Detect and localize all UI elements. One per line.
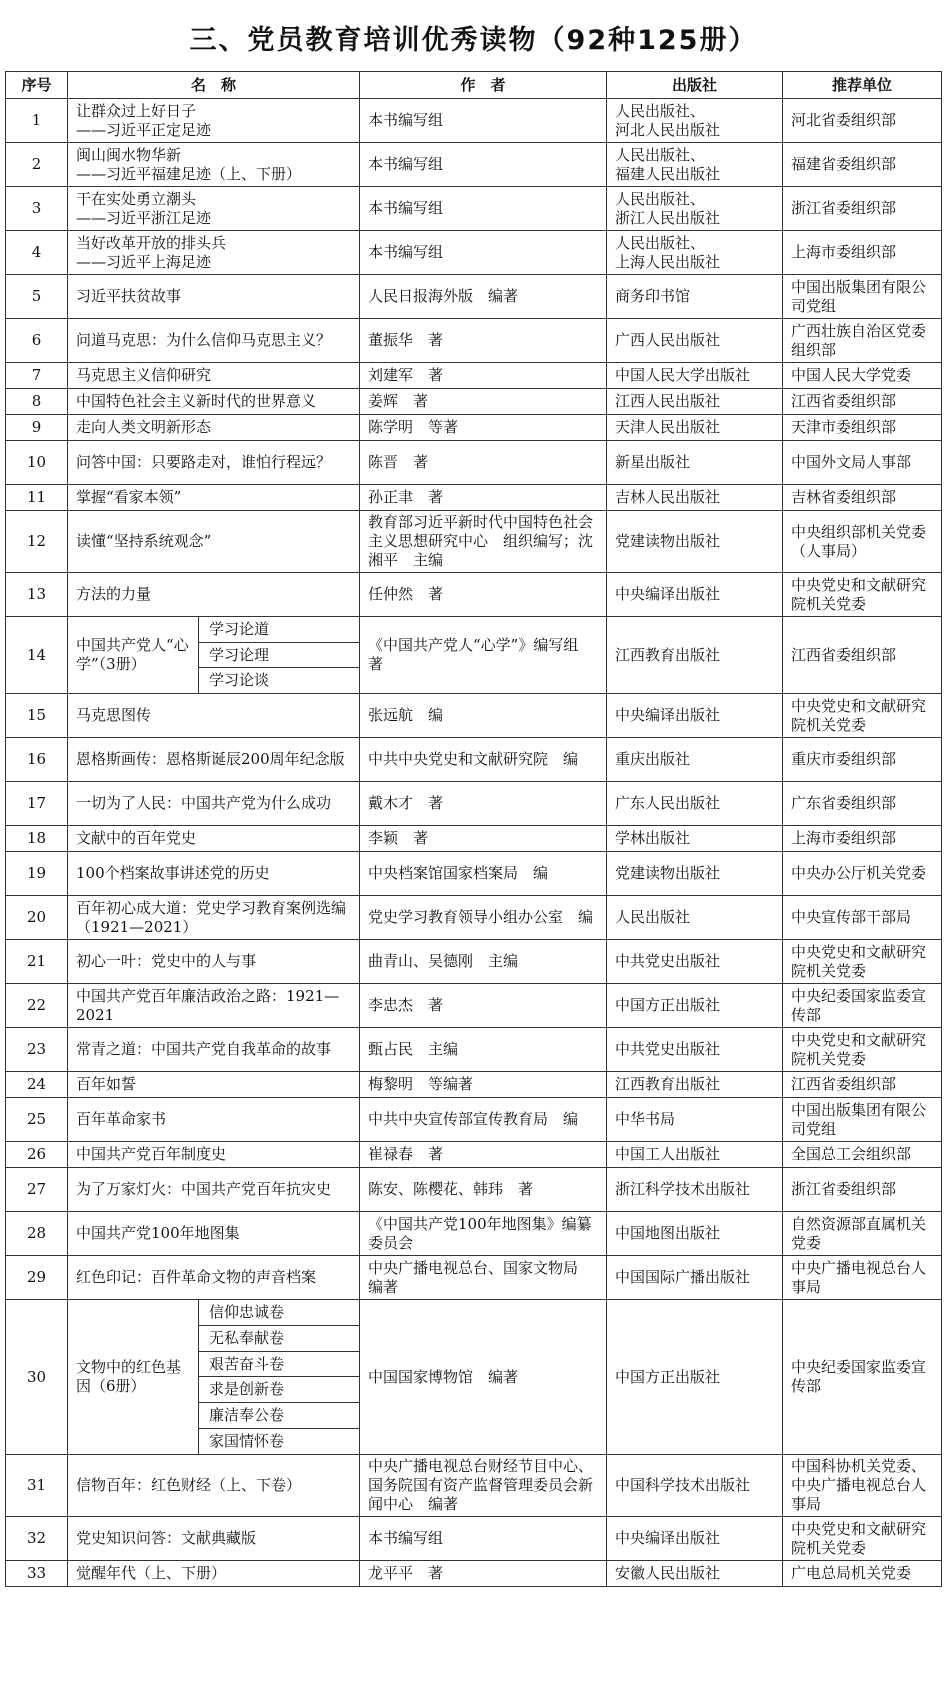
book-title	[68, 389, 360, 415]
table-row	[6, 573, 942, 617]
row-number: 24	[6, 1072, 68, 1098]
title-line: 马克思图传	[76, 706, 152, 724]
book-publisher	[607, 1517, 783, 1561]
book-title	[68, 231, 360, 275]
publisher-line: 中国工人出版社	[615, 1145, 721, 1163]
book-author: 崔禄春 著	[360, 1142, 607, 1168]
volume-list	[199, 617, 359, 693]
title-line: 红色印记：百件革命文物的声音档案	[76, 1268, 317, 1286]
book-author: 曲青山、吴德刚 主编	[360, 940, 607, 984]
publisher-line: 中国人民大学出版社	[615, 366, 751, 384]
publisher-line: 中国地图出版社	[615, 1224, 721, 1242]
book-title	[68, 319, 360, 363]
book-title	[68, 617, 360, 694]
table-header-row	[6, 72, 942, 99]
title-line: 觉醒年代（上、下册）	[76, 1564, 227, 1582]
book-publisher	[607, 231, 783, 275]
title-line: 一切为了人民：中国共产党为什么成功	[76, 794, 332, 812]
book-publisher	[607, 782, 783, 826]
recommending-unit: 中国出版集团有限公司党组	[783, 1098, 942, 1142]
book-author: 陈安、陈樱花、韩玮 著	[360, 1168, 607, 1212]
book-title	[68, 275, 360, 319]
recommending-unit: 天津市委组织部	[783, 415, 942, 441]
book-author: 龙平平 著	[360, 1561, 607, 1587]
book-title	[68, 826, 360, 852]
row-number: 12	[6, 511, 68, 573]
row-number: 17	[6, 782, 68, 826]
recommending-unit: 重庆市委组织部	[783, 738, 942, 782]
recommending-unit: 中央纪委国家监委宣传部	[783, 1300, 942, 1455]
book-author: 甄占民 主编	[360, 1028, 607, 1072]
table-row	[6, 1561, 942, 1587]
row-number: 31	[6, 1455, 68, 1517]
book-author: 教育部习近平新时代中国特色社会主义思想研究中心 组织编写；沈湘平 主编	[360, 511, 607, 573]
book-publisher	[607, 511, 783, 573]
header-author: 作 者	[360, 72, 607, 99]
book-title	[68, 187, 360, 231]
title-line: 文献中的百年党史	[76, 829, 197, 847]
book-publisher	[607, 573, 783, 617]
row-number: 29	[6, 1256, 68, 1300]
table-row	[6, 1300, 942, 1455]
publisher-line: 中华书局	[615, 1110, 676, 1128]
volume-title: 廉洁奉公卷	[199, 1403, 359, 1429]
book-author: 李颖 著	[360, 826, 607, 852]
recommending-unit: 自然资源部直属机关党委	[783, 1212, 942, 1256]
book-publisher	[607, 415, 783, 441]
publisher-line: 浙江人民出版社	[615, 208, 721, 227]
publisher-line: 中共党史出版社	[615, 1040, 721, 1058]
recommending-unit: 江西省委组织部	[783, 389, 942, 415]
book-publisher	[607, 1300, 783, 1455]
row-number: 13	[6, 573, 68, 617]
book-author: 梅黎明 等编著	[360, 1072, 607, 1098]
book-title	[68, 984, 360, 1028]
title-line: 为了万家灯火：中国共产党百年抗灾史	[76, 1180, 332, 1198]
book-publisher	[607, 319, 783, 363]
page-title: 三、党员教育培训优秀读物（92种125册）	[189, 25, 758, 56]
publisher-line: 人民出版社、	[615, 189, 706, 208]
recommending-unit: 上海市委组织部	[783, 826, 942, 852]
volume-title: 学习论理	[199, 643, 359, 669]
book-author: 中央广播电视总台、国家文物局 编著	[360, 1256, 607, 1300]
publisher-line: 广东人民出版社	[615, 794, 721, 812]
row-number: 22	[6, 984, 68, 1028]
recommending-unit: 浙江省委组织部	[783, 187, 942, 231]
title-line: 中国共产党百年廉洁政治之路：1921—2021	[76, 986, 340, 1024]
book-publisher	[607, 389, 783, 415]
book-title	[68, 1072, 360, 1098]
publisher-line: 中国国际广播出版社	[615, 1268, 751, 1286]
publisher-line: 吉林人民出版社	[615, 488, 721, 506]
book-title	[68, 738, 360, 782]
table-row	[6, 363, 942, 389]
book-author: 孙正聿 著	[360, 485, 607, 511]
book-author: 任仲然 著	[360, 573, 607, 617]
table-row	[6, 984, 942, 1028]
book-author: 李忠杰 著	[360, 984, 607, 1028]
recommending-unit: 中央纪委国家监委宣传部	[783, 984, 942, 1028]
row-number: 10	[6, 441, 68, 485]
recommending-unit: 中国人民大学党委	[783, 363, 942, 389]
publisher-line: 人民出版社、	[615, 145, 706, 164]
row-number: 11	[6, 485, 68, 511]
publisher-line: 人民出版社、	[615, 101, 706, 120]
title-line: 100个档案故事讲述党的历史	[76, 864, 270, 882]
book-publisher	[607, 852, 783, 896]
table-row	[6, 99, 942, 143]
header-publisher: 出版社	[607, 72, 783, 99]
title-line: 读懂“坚持系统观念”	[76, 532, 212, 550]
row-number: 28	[6, 1212, 68, 1256]
book-title	[68, 1517, 360, 1561]
recommending-unit: 河北省委组织部	[783, 99, 942, 143]
table-row	[6, 441, 942, 485]
book-author: 陈晋 著	[360, 441, 607, 485]
title-line: 百年如誓	[76, 1075, 137, 1093]
recommending-unit: 广西壮族自治区党委组织部	[783, 319, 942, 363]
book-title	[68, 896, 360, 940]
recommending-unit: 中国出版集团有限公司党组	[783, 275, 942, 319]
book-publisher	[607, 1561, 783, 1587]
row-number: 6	[6, 319, 68, 363]
title-line: 信物百年：红色财经（上、下卷）	[76, 1476, 302, 1494]
recommending-unit: 广电总局机关党委	[783, 1561, 942, 1587]
book-author: 中央广播电视总台财经节目中心、国务院国有资产监督管理委员会新闻中心 编著	[360, 1455, 607, 1517]
book-title	[68, 1256, 360, 1300]
book-title	[68, 1142, 360, 1168]
publisher-line: 党建读物出版社	[615, 864, 721, 882]
row-number: 4	[6, 231, 68, 275]
table-row	[6, 826, 942, 852]
publisher-line: 中央编译出版社	[615, 1529, 721, 1547]
publisher-line: 中共党史出版社	[615, 952, 721, 970]
book-publisher	[607, 738, 783, 782]
book-author: 《中国共产党人“心学”》编写组 著	[360, 617, 607, 694]
book-author: 戴木才 著	[360, 782, 607, 826]
publisher-line: 上海人民出版社	[615, 252, 721, 271]
publisher-line: 福建人民出版社	[615, 164, 721, 183]
table-row	[6, 319, 942, 363]
table-row	[6, 143, 942, 187]
book-title	[68, 363, 360, 389]
title-line: 中国共产党百年制度史	[76, 1145, 227, 1163]
title-with-volumes	[68, 1300, 359, 1454]
publisher-line: 人民出版社	[615, 908, 691, 926]
title-line: 闽山闽水物华新	[76, 145, 182, 164]
book-publisher	[607, 617, 783, 694]
book-title	[68, 441, 360, 485]
book-author: 本书编写组	[360, 143, 607, 187]
book-publisher	[607, 1455, 783, 1517]
row-number: 33	[6, 1561, 68, 1587]
book-title	[68, 940, 360, 984]
publisher-line: 天津人民出版社	[615, 418, 721, 436]
title-line: 马克思主义信仰研究	[76, 366, 212, 384]
row-number: 20	[6, 896, 68, 940]
row-number: 8	[6, 389, 68, 415]
volume-title: 无私奉献卷	[199, 1326, 359, 1352]
recommending-unit: 中央党史和文献研究院机关党委	[783, 573, 942, 617]
set-title: 中国共产党人“心学”（3册）	[68, 617, 199, 693]
book-author: 本书编写组	[360, 1517, 607, 1561]
title-line: 初心一叶：党史中的人与事	[76, 952, 257, 970]
row-number: 21	[6, 940, 68, 984]
recommending-unit: 中央组织部机关党委（人事局）	[783, 511, 942, 573]
book-title	[68, 1455, 360, 1517]
row-number: 9	[6, 415, 68, 441]
publisher-line: 中国方正出版社	[615, 1367, 721, 1386]
recommending-unit: 中央广播电视总台人事局	[783, 1256, 942, 1300]
book-title	[68, 511, 360, 573]
title-line: 方法的力量	[76, 585, 152, 603]
table-row	[6, 1098, 942, 1142]
book-title	[68, 1098, 360, 1142]
row-number: 32	[6, 1517, 68, 1561]
table-row	[6, 231, 942, 275]
publisher-line: 重庆出版社	[615, 750, 691, 768]
book-publisher	[607, 187, 783, 231]
title-line: 百年革命家书	[76, 1110, 167, 1128]
book-title	[68, 99, 360, 143]
recommending-unit: 江西省委组织部	[783, 617, 942, 694]
recommending-unit: 中央党史和文献研究院机关党委	[783, 940, 942, 984]
row-number: 1	[6, 99, 68, 143]
volume-title: 信仰忠诚卷	[199, 1300, 359, 1326]
recommending-unit: 江西省委组织部	[783, 1072, 942, 1098]
book-title	[68, 1212, 360, 1256]
title-line: 习近平扶贫故事	[76, 287, 182, 305]
row-number: 7	[6, 363, 68, 389]
book-publisher	[607, 1028, 783, 1072]
set-title: 文物中的红色基因（6册）	[68, 1300, 199, 1454]
book-publisher	[607, 275, 783, 319]
publisher-line: 党建读物出版社	[615, 532, 721, 550]
book-publisher	[607, 694, 783, 738]
book-author: 中国国家博物馆 编著	[360, 1300, 607, 1455]
recommending-unit: 中央党史和文献研究院机关党委	[783, 694, 942, 738]
publisher-line: 浙江科学技术出版社	[615, 1180, 751, 1198]
book-author: 中共中央党史和文献研究院 编	[360, 738, 607, 782]
title-line: ——习近平上海足迹	[76, 252, 212, 271]
recommending-unit: 中央宣传部干部局	[783, 896, 942, 940]
book-publisher	[607, 1098, 783, 1142]
table-row	[6, 187, 942, 231]
book-title	[68, 852, 360, 896]
header-number: 序号	[6, 72, 68, 99]
table-row	[6, 1455, 942, 1517]
table-row	[6, 511, 942, 573]
book-author: 人民日报海外版 编著	[360, 275, 607, 319]
book-author: 中央档案馆国家档案局 编	[360, 852, 607, 896]
row-number: 23	[6, 1028, 68, 1072]
table-row	[6, 389, 942, 415]
book-publisher	[607, 143, 783, 187]
book-publisher	[607, 99, 783, 143]
title-line: 中国特色社会主义新时代的世界意义	[76, 392, 317, 410]
volume-title: 艰苦奋斗卷	[199, 1352, 359, 1378]
table-row	[6, 485, 942, 511]
volume-list	[199, 1300, 359, 1454]
table-row	[6, 1168, 942, 1212]
book-author: 董振华 著	[360, 319, 607, 363]
publisher-line: 广西人民出版社	[615, 331, 721, 349]
book-author: 本书编写组	[360, 99, 607, 143]
table-row	[6, 275, 942, 319]
book-publisher	[607, 1256, 783, 1300]
book-title	[68, 1300, 360, 1455]
table-row	[6, 415, 942, 441]
table-row	[6, 1072, 942, 1098]
book-author: 姜辉 著	[360, 389, 607, 415]
table-row	[6, 1028, 942, 1072]
book-title	[68, 782, 360, 826]
table-row	[6, 1517, 942, 1561]
title-with-volumes	[68, 617, 359, 693]
book-title	[68, 1028, 360, 1072]
publisher-line: 江西人民出版社	[615, 392, 721, 410]
volume-title: 家国情怀卷	[209, 1432, 285, 1451]
recommending-unit: 中央党史和文献研究院机关党委	[783, 1517, 942, 1561]
book-title	[68, 415, 360, 441]
publisher-line: 学林出版社	[615, 829, 691, 847]
book-title	[68, 694, 360, 738]
title-line: 让群众过上好日子	[76, 101, 197, 120]
table-body	[6, 99, 942, 1587]
title-line: 掌握“看家本领”	[76, 488, 182, 506]
book-publisher	[607, 1142, 783, 1168]
table-row	[6, 738, 942, 782]
book-author: 中共中央宣传部宣传教育局 编	[360, 1098, 607, 1142]
book-title	[68, 573, 360, 617]
book-author: 《中国共产党100年地图集》编纂委员会	[360, 1212, 607, 1256]
publisher-line: 江西教育出版社	[615, 645, 721, 664]
recommending-unit: 广东省委组织部	[783, 782, 942, 826]
book-publisher	[607, 441, 783, 485]
recommending-unit: 中央办公厅机关党委	[783, 852, 942, 896]
table-row	[6, 1256, 942, 1300]
row-number: 27	[6, 1168, 68, 1212]
recommending-unit: 上海市委组织部	[783, 231, 942, 275]
title-line: 中国共产党100年地图集	[76, 1224, 240, 1242]
recommending-unit: 中国外文局人事部	[783, 441, 942, 485]
table-row	[6, 940, 942, 984]
publisher-line: 中央编译出版社	[615, 585, 721, 603]
row-number: 5	[6, 275, 68, 319]
title-line: 恩格斯画传：恩格斯诞辰200周年纪念版	[76, 750, 345, 768]
table-row	[6, 1142, 942, 1168]
book-author: 党史学习教育领导小组办公室 编	[360, 896, 607, 940]
table-row	[6, 617, 942, 694]
table-row	[6, 694, 942, 738]
title-line: ——习近平正定足迹	[76, 120, 212, 139]
recommending-unit: 吉林省委组织部	[783, 485, 942, 511]
book-author: 刘建军 著	[360, 363, 607, 389]
book-title	[68, 143, 360, 187]
row-number: 16	[6, 738, 68, 782]
row-number: 30	[6, 1300, 68, 1455]
book-publisher	[607, 826, 783, 852]
title-line: 百年初心成大道：党史学习教育案例选编（1921—2021）	[76, 898, 347, 936]
publisher-line: 河北人民出版社	[615, 120, 721, 139]
row-number: 3	[6, 187, 68, 231]
title-line: 问道马克思：为什么信仰马克思主义？	[76, 331, 332, 349]
book-author: 陈学明 等著	[360, 415, 607, 441]
title-line: 当好改革开放的排头兵	[76, 233, 227, 252]
table-row	[6, 896, 942, 940]
row-number: 25	[6, 1098, 68, 1142]
title-line: 常青之道：中国共产党自我革命的故事	[76, 1040, 332, 1058]
book-title	[68, 1168, 360, 1212]
book-publisher	[607, 940, 783, 984]
title-line: 走向人类文明新形态	[76, 418, 212, 436]
book-publisher	[607, 363, 783, 389]
publisher-line: 江西教育出版社	[615, 1075, 721, 1093]
book-author: 本书编写组	[360, 231, 607, 275]
title-line: 问答中国：只要路走对，谁怕行程远？	[76, 453, 332, 471]
header-title: 名 称	[68, 72, 360, 99]
publisher-line: 中国科学技术出版社	[615, 1476, 751, 1494]
book-publisher	[607, 1072, 783, 1098]
publisher-line: 中国方正出版社	[615, 996, 721, 1014]
recommending-unit: 福建省委组织部	[783, 143, 942, 187]
recommending-unit: 浙江省委组织部	[783, 1168, 942, 1212]
row-number: 2	[6, 143, 68, 187]
book-publisher	[607, 1168, 783, 1212]
book-publisher	[607, 896, 783, 940]
recommending-unit: 中央党史和文献研究院机关党委	[783, 1028, 942, 1072]
row-number: 14	[6, 617, 68, 694]
title-line: ——习近平浙江足迹	[76, 208, 212, 227]
book-publisher	[607, 984, 783, 1028]
book-title	[68, 485, 360, 511]
title-line: 干在实处勇立潮头	[76, 189, 197, 208]
recommending-unit: 全国总工会组织部	[783, 1142, 942, 1168]
table-row	[6, 782, 942, 826]
row-number: 26	[6, 1142, 68, 1168]
book-publisher	[607, 485, 783, 511]
publisher-line: 安徽人民出版社	[615, 1564, 721, 1582]
volume-title: 学习论谈	[209, 671, 270, 690]
book-author: 本书编写组	[360, 187, 607, 231]
title-line: 党史知识问答：文献典藏版	[76, 1529, 257, 1547]
publisher-line: 人民出版社、	[615, 233, 706, 252]
reading-list-table	[5, 71, 942, 1587]
header-recommender: 推荐单位	[783, 72, 942, 99]
book-author: 张远航 编	[360, 694, 607, 738]
publisher-line: 商务印书馆	[615, 287, 691, 305]
title-line: ——习近平福建足迹（上、下册）	[76, 164, 302, 183]
recommending-unit: 中国科协机关党委、中央广播电视总台人事局	[783, 1455, 942, 1517]
publisher-line: 中央编译出版社	[615, 706, 721, 724]
book-publisher	[607, 1212, 783, 1256]
volume-title: 学习论道	[199, 617, 359, 643]
volume-title: 求是创新卷	[199, 1377, 359, 1403]
row-number: 15	[6, 694, 68, 738]
row-number: 18	[6, 826, 68, 852]
table-row	[6, 852, 942, 896]
row-number: 19	[6, 852, 68, 896]
book-title	[68, 1561, 360, 1587]
publisher-line: 新星出版社	[615, 453, 691, 471]
table-row	[6, 1212, 942, 1256]
